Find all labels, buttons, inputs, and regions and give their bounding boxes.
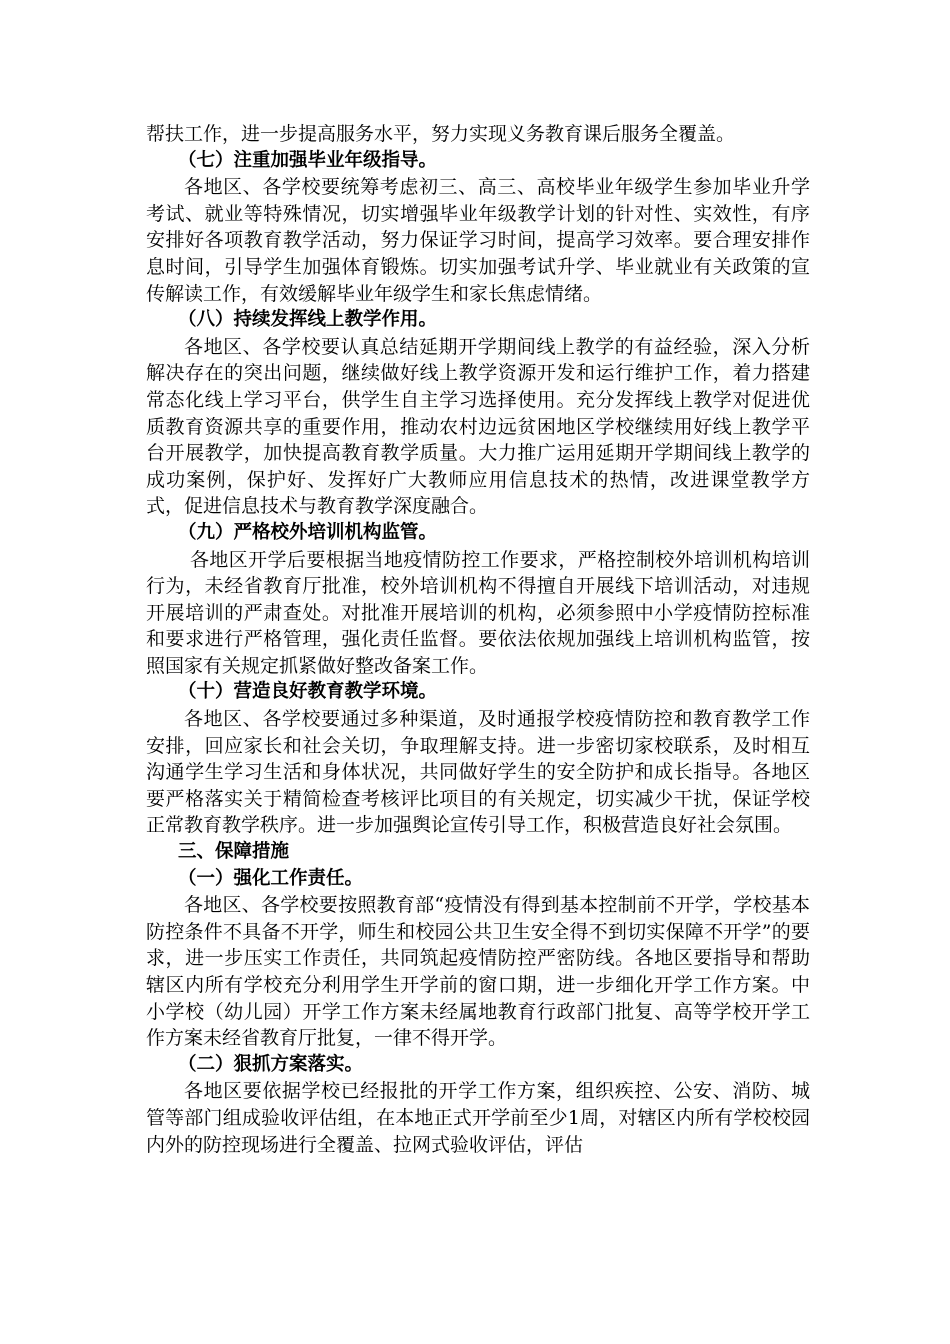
paragraph-environment: 各地区、各学校要通过多种渠道，及时通报学校疫情防控和教育教学工作安排，回应家长和社会关切，争取理解支持。进一步密切家校联系，及时相互沟通学生学习生活和身体状况，共同做好学生的安全防护和成长指导。各地区要严格落实关于精简检查考核评比项目的有关规定，切实减少干扰，保证学校正常教育教学秩序。进一步加强舆论宣传引导工作，积极营造良好社会氛围。 (146, 708, 810, 837)
section-heading-7: （七）注重加强毕业年级指导。 (178, 149, 438, 171)
paragraph-responsibility: 各地区、各学校要按照教育部“疫情没有得到基本控制前不开学，学校基本防控条件不具备不开学，师生和校园公共卫生安全得不到切实保障不开学”的要求，进一步压实工作责任，共同筑起疫情防控严密防线。各地区要指导和帮助辖区内所有学校充分利用学生开学前的窗口期，进一步细化开学工作方案。中小学校（幼儿园）开学工作方案未经属地教育行政部门批复、高等学校开学工作方案未经省教育厅批复，一律不得开学。 (146, 894, 810, 1050)
paragraph-graduation: 各地区、各学校要统筹考虑初三、高三、高校毕业年级学生参加毕业升学考试、就业等特殊情况，切实增强毕业年级教学计划的针对性、实效性，有序安排好各项教育教学活动，努力保证学习时间，提高学习效率。要合理安排作息时间，引导学生加强体育锻炼。切实加强考试升学、毕业就业有关政策的宣传解读工作，有效缓解毕业年级学生和家长焦虑情绪。 (146, 176, 810, 305)
paragraph-online-teaching: 各地区、各学校要认真总结延期开学期间线上教学的有益经验，深入分析解决存在的突出问题，继续做好线上教学资源开发和运行维护工作，着力搭建常态化线上学习平台，供学生自主学习选择使用。充分发挥线上教学对促进优质教育资源共享的重要作用，推动农村边远贫困地区学校继续用好线上教学平台开展教学，加快提高教育教学质量。大力推广运用延期开学期间线上教学的成功案例，保护好、发挥好广大教师应用信息技术的热情，改进课堂教学方式，促进信息技术与教育教学深度融合。 (146, 335, 810, 518)
section-heading-9: （九）严格校外培训机构监管。 (178, 521, 438, 543)
section-heading-3-2: （二）狠抓方案落实。 (178, 1053, 364, 1075)
paragraph-continuation: 帮扶工作，进一步提高服务水平，努力实现义务教育课后服务全覆盖。 (146, 123, 736, 145)
section-heading-8: （八）持续发挥线上教学作用。 (178, 309, 438, 331)
section-heading-part-3: 三、保障措施 (178, 841, 290, 863)
paragraph-training-institutions: 各地区开学后要根据当地疫情防控工作要求，严格控制校外培训机构培训行为，未经省教育厅批准，校外培训机构不得擅自开展线下培训活动，对违规开展培训的严肃查处。对批准开展培训的机构，必须参照中小学疫情防控标准和要求进行严格管理，强化责任监督。要依法依规加强线上培训机构监管，按照国家有关规定抓紧做好整改备案工作。 (146, 548, 810, 677)
section-heading-3-1: （一）强化工作责任。 (178, 867, 364, 889)
document-page (146, 121, 810, 1158)
section-heading-10: （十）营造良好教育教学环境。 (178, 681, 438, 703)
paragraph-implementation: 各地区要依据学校已经报批的开学工作方案，组织疾控、公安、消防、城管等部门组成验收评估组，在本地正式开学前至少1周，对辖区内所有学校校园内外的防控现场进行全覆盖、拉网式验收评估，评估 (146, 1080, 810, 1156)
